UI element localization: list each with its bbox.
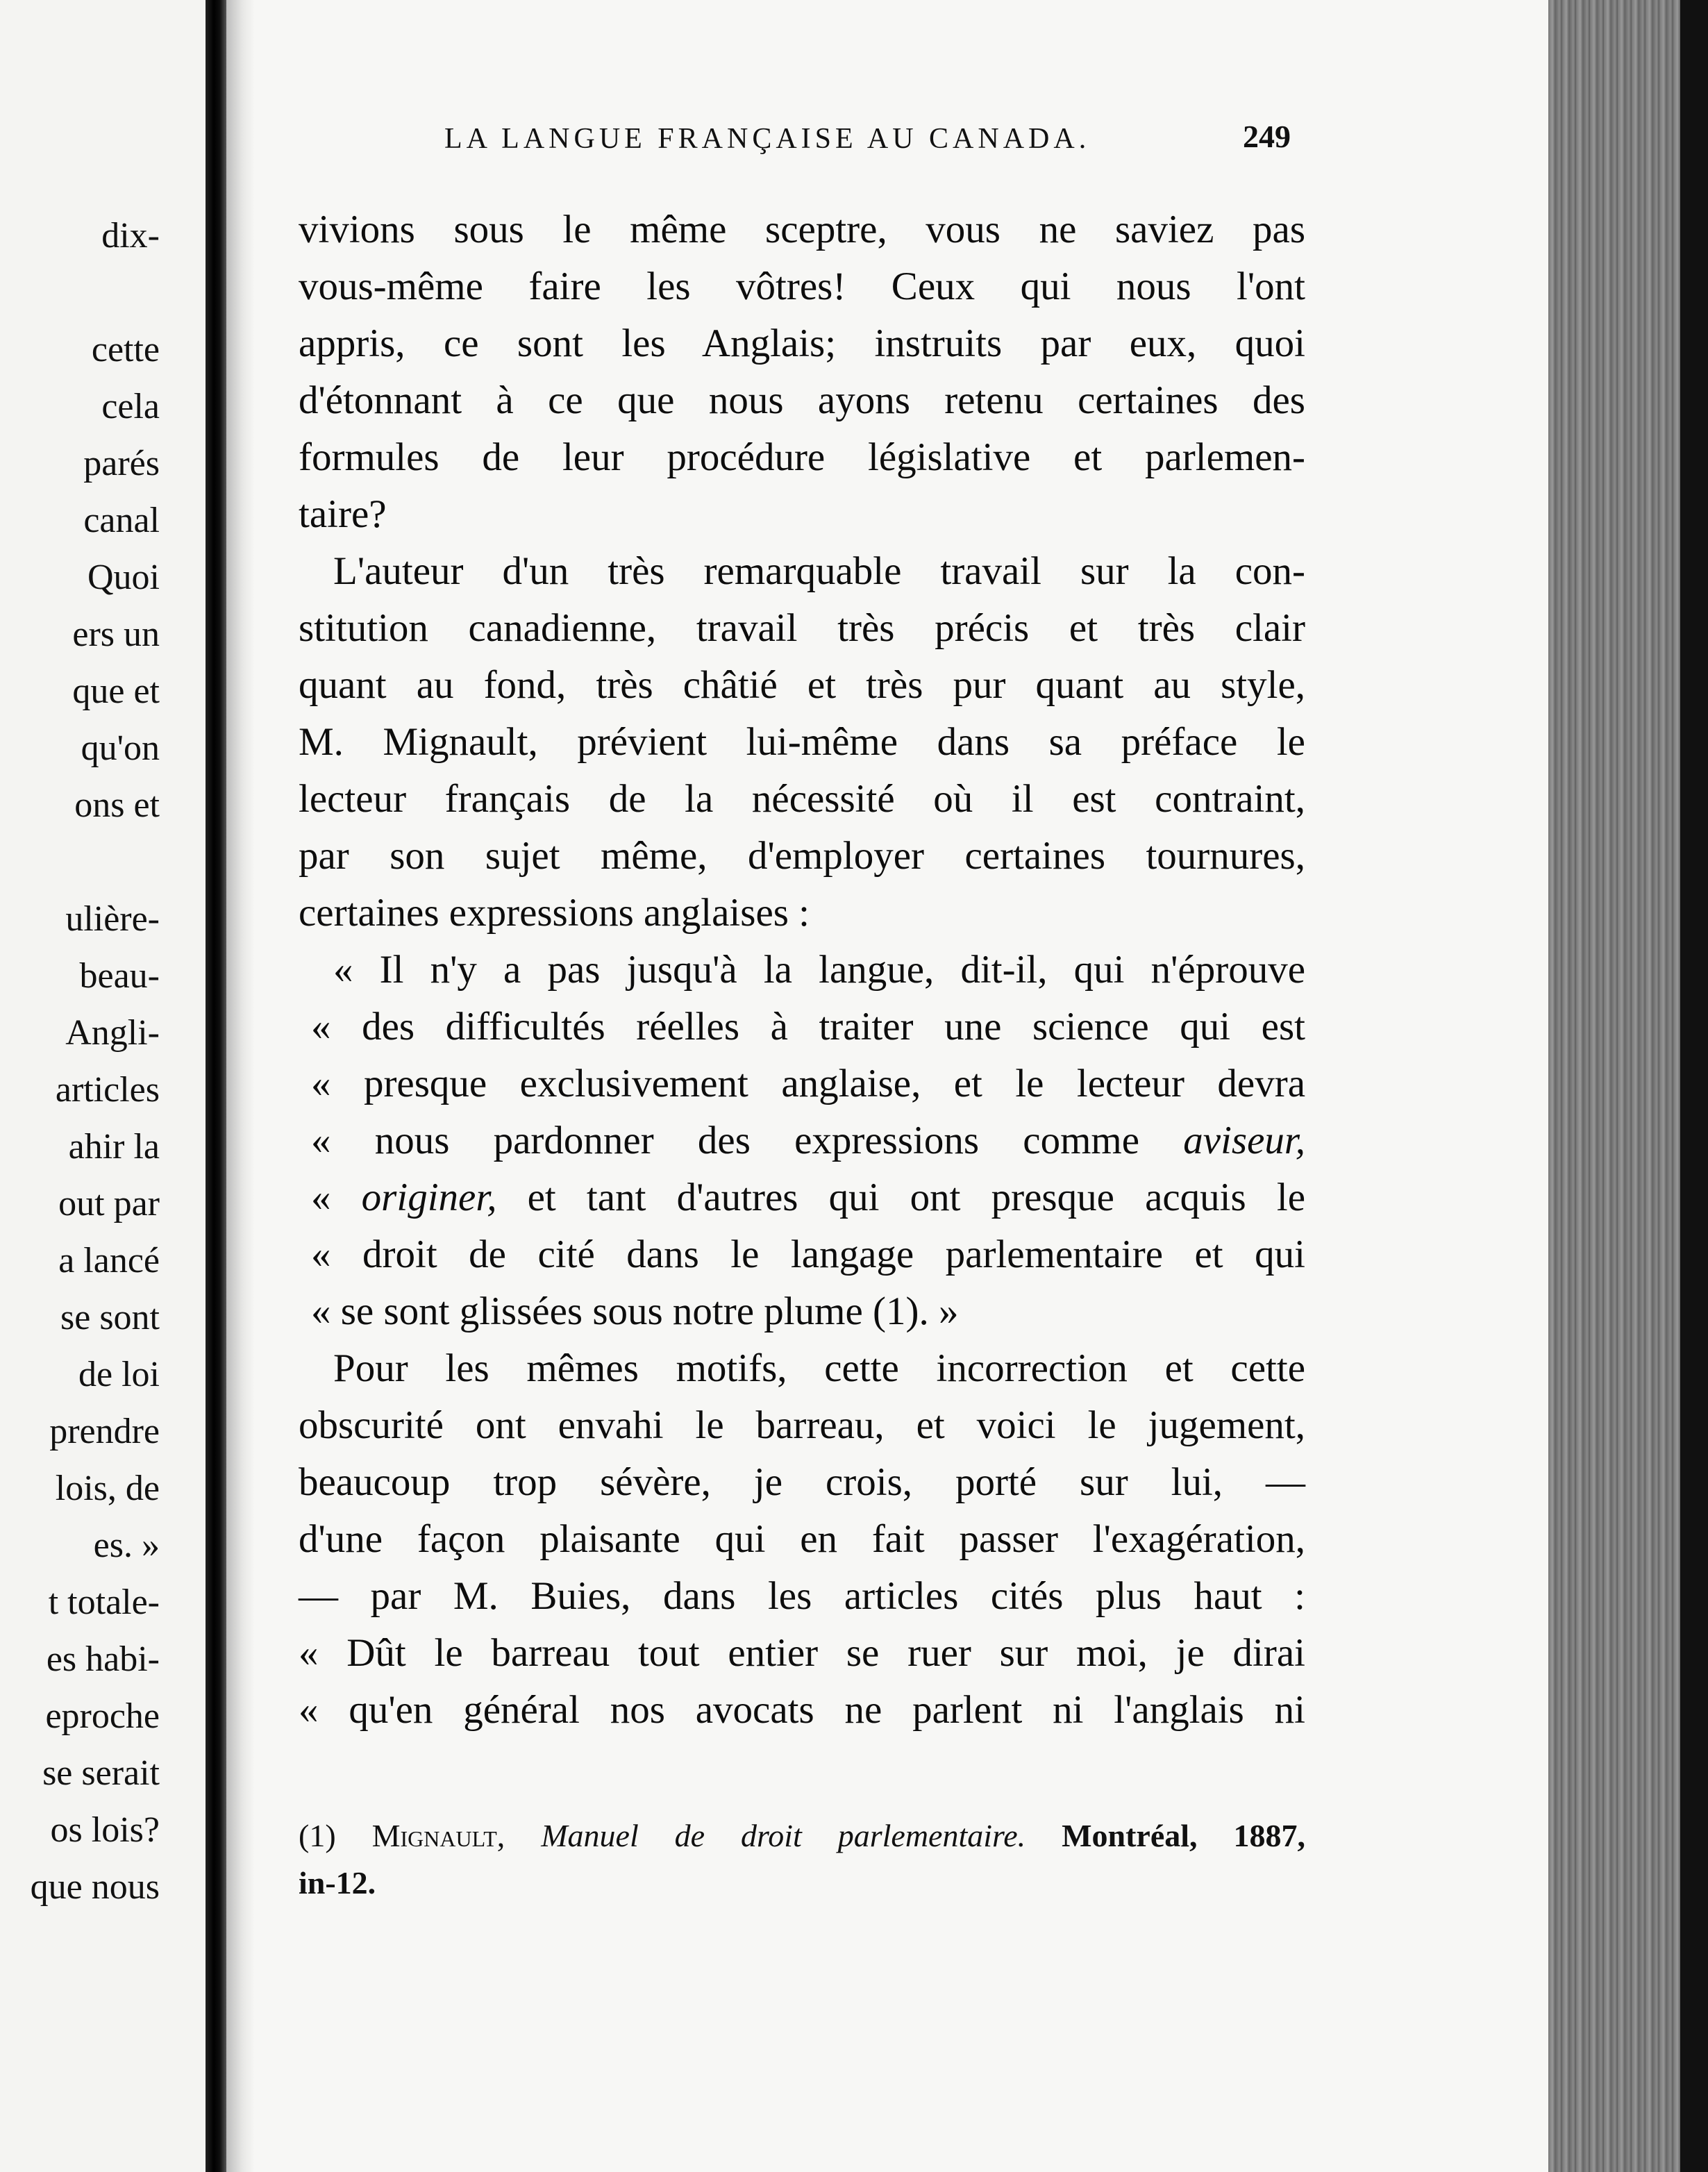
text-line: beaucoup trop sévère, je crois, porté sur lui, — <box>299 1460 1305 1504</box>
text-line: Pour les mêmes motifs, cette incorrection et cette <box>333 1346 1305 1390</box>
left-page-line: qu'on <box>81 728 160 768</box>
text-line: d'étonnant à ce que nous ayons retenu certaines des <box>299 378 1305 422</box>
text-line: quant au fond, très châtié et très pur quant au style, <box>299 663 1305 707</box>
footnote-publication: Montréal, 1887, <box>1025 1818 1305 1853</box>
left-page-line: se serait <box>42 1753 160 1793</box>
left-page-line: cela <box>101 387 160 426</box>
footnote-author: Mignault <box>371 1818 497 1853</box>
text-line: appris, ce sont les Anglais; instruits par eux, quoi <box>299 321 1305 365</box>
left-page-line: ahir la <box>68 1127 160 1167</box>
running-title: LA LANGUE FRANÇAISE AU CANADA. <box>444 123 1091 155</box>
left-page-line: de loi <box>78 1355 160 1394</box>
body-text <box>299 201 1305 1739</box>
left-page-line: Angli- <box>65 1013 160 1053</box>
text-line: certaines expressions anglaises : <box>299 891 810 935</box>
footnote-format: in-12. <box>299 1865 376 1900</box>
italic-term: originer, <box>361 1176 497 1219</box>
book-gutter <box>206 0 226 2172</box>
text-line: formules de leur procédure législative et parlemen- <box>299 435 1305 479</box>
text-line: stitution canadienne, travail très précis et très clair <box>299 606 1305 650</box>
quote-line: « qu'en général nos avocats ne parlent ni l'anglais ni <box>299 1688 1305 1732</box>
footnote-title: Manuel de droit parlementaire. <box>541 1818 1026 1853</box>
left-page-line: se sont <box>60 1298 160 1337</box>
paragraph-1 <box>299 201 1305 543</box>
quote-line: « des difficultés réelles à traiter une science qui est <box>311 1005 1305 1049</box>
footnote <box>299 1812 1305 1907</box>
left-page-line: canal <box>83 501 160 540</box>
left-page-line: prendre <box>49 1412 160 1451</box>
left-page-line: dix- <box>101 216 160 256</box>
left-page-line: es. » <box>93 1526 160 1565</box>
left-page-line: articles <box>55 1070 160 1110</box>
left-page-line: os lois? <box>50 1810 160 1850</box>
italic-term: aviseur, <box>1183 1119 1305 1162</box>
left-page-line: ulière- <box>65 899 160 939</box>
left-page-line: out par <box>58 1184 160 1223</box>
left-page-line: t totale- <box>48 1582 160 1622</box>
footnote-line: (1) Mignault, Manuel de droit parlementaire. Montréal, 1887, <box>299 1818 1305 1853</box>
footnote-line <box>299 1860 1305 1907</box>
block-quote <box>299 942 1305 1340</box>
quote-line: « se sont glissées sous notre plume (1). » <box>311 1289 959 1333</box>
quote-text: « nous pardonner des expressions comme <box>311 1119 1184 1162</box>
left-facing-page-fragment <box>0 0 208 2172</box>
text-line: L'auteur d'un très remarquable travail sur la con- <box>333 549 1305 593</box>
quote-line: « presque exclusivement anglaise, et le lecteur devra <box>311 1062 1305 1105</box>
quote-text: et tant d'autres qui ont presque acquis le <box>496 1176 1305 1219</box>
left-page-line: a lancé <box>58 1241 160 1280</box>
scan-border <box>1680 0 1708 2172</box>
text-line: par son sujet même, d'employer certaines tournures, <box>299 834 1305 878</box>
quote-line: « droit de cité dans le langage parlementaire et qui <box>311 1233 1305 1276</box>
text-line: M. Mignault, prévient lui-même dans sa préface le <box>299 720 1305 764</box>
text-line: lecteur français de la nécessité où il est contraint, <box>299 777 1305 821</box>
text-line: obscurité ont envahi le barreau, et voici le jugement, <box>299 1403 1305 1447</box>
paragraph-2 <box>299 543 1305 942</box>
left-page-line: lois, de <box>55 1469 160 1508</box>
gutter-shadow <box>226 0 254 2172</box>
page-number: 249 <box>1243 119 1291 154</box>
left-page-line: es habi- <box>46 1639 160 1679</box>
left-page-line: Quoi <box>87 558 160 597</box>
text-line: — par M. Buies, dans les articles cités plus haut : <box>299 1574 1305 1618</box>
left-page-line: ons et <box>74 785 160 825</box>
left-page-line: ers un <box>72 615 160 654</box>
left-page-line: que nous <box>30 1867 160 1907</box>
quote-line: « Dût le barreau tout entier se ruer sur moi, je dirai <box>299 1631 1305 1675</box>
text-line: vous-même faire les vôtres! Ceux qui nous l'ont <box>299 265 1305 308</box>
text-line: taire? <box>299 492 387 536</box>
left-page-line: beau- <box>79 956 160 996</box>
left-page-line: cette <box>91 330 160 369</box>
footnote-marker: (1) <box>299 1818 372 1853</box>
text-line: d'une façon plaisante qui en fait passer l'exagération, <box>299 1517 1305 1561</box>
left-page-line: parés <box>83 444 160 483</box>
quote-line <box>299 1112 1305 1169</box>
left-page-line: que et <box>72 671 160 711</box>
paragraph-3 <box>299 1340 1305 1739</box>
left-page-line: eproche <box>45 1696 160 1736</box>
text-line: vivions sous le même sceptre, vous ne saviez pas <box>299 208 1305 251</box>
quote-text: « <box>311 1176 362 1219</box>
quote-line: « Il n'y a pas jusqu'à la langue, dit-il, qui n'éprouve <box>333 948 1305 992</box>
quote-line <box>299 1169 1305 1226</box>
